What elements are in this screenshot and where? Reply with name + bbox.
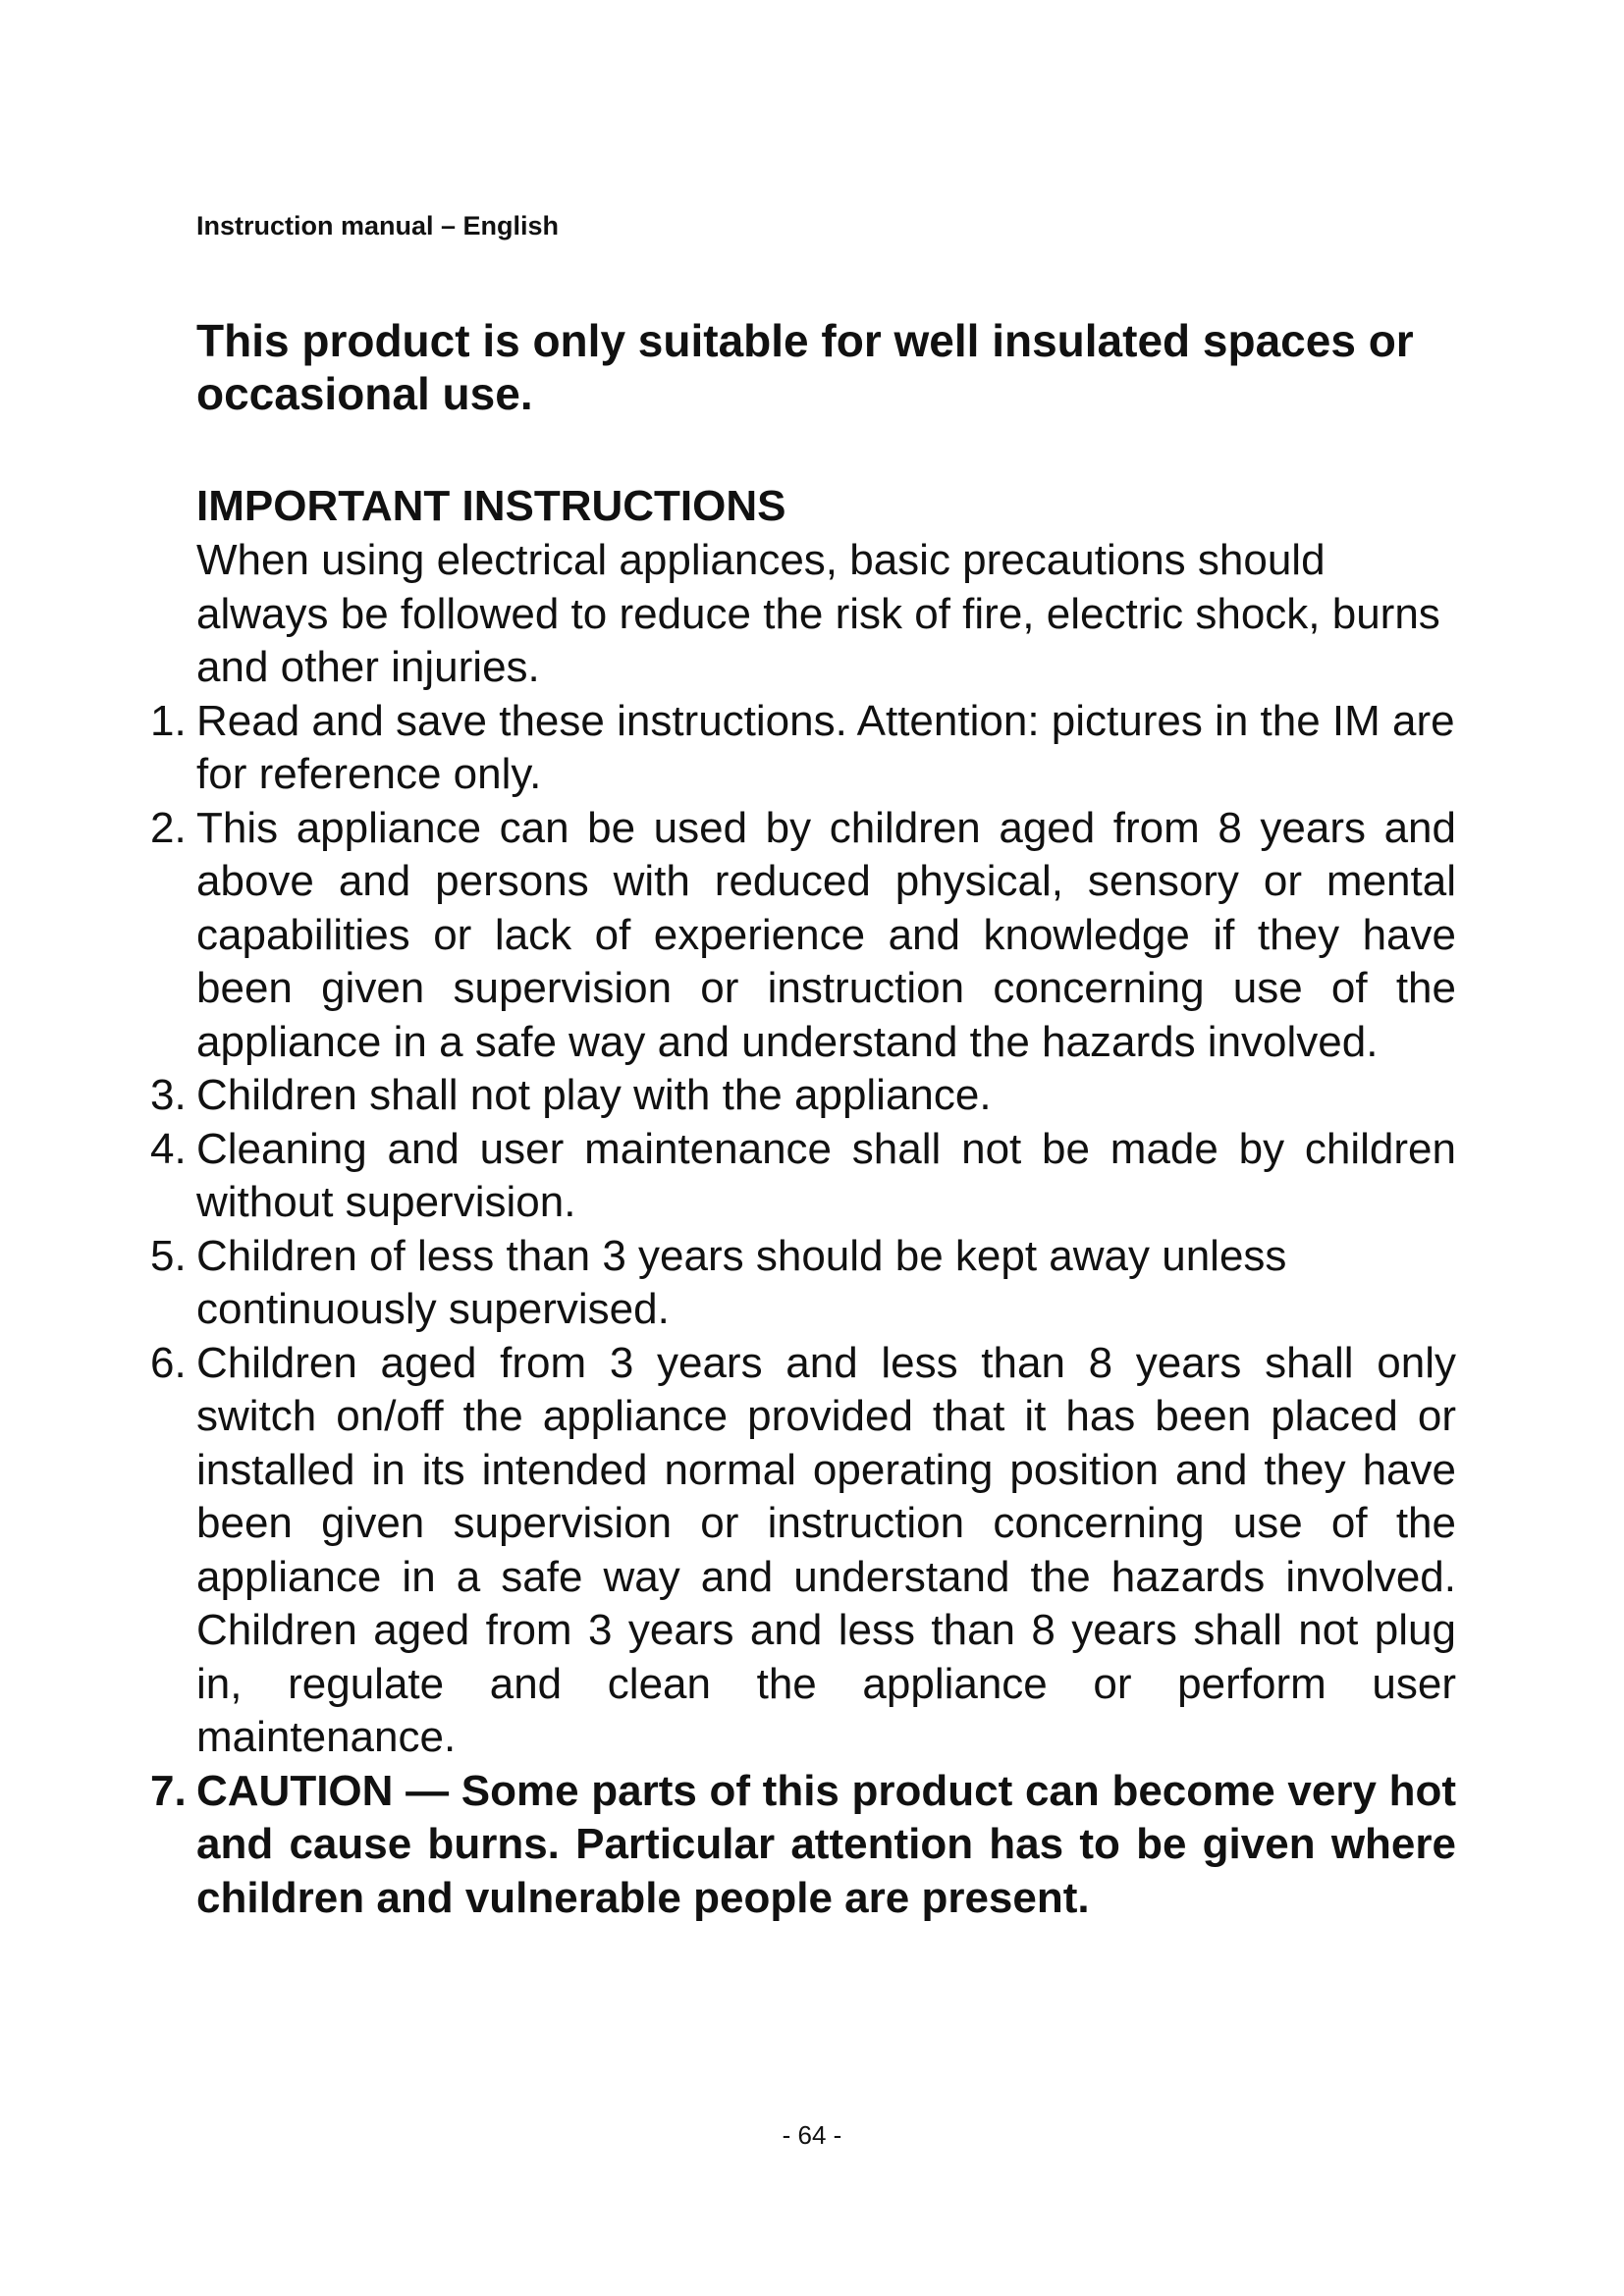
instruction-item-7-caution xyxy=(150,1765,1456,1926)
instruction-text: Children aged from 3 years and less than 8 years shall only switch on/off the appliance provided that it has been placed or installed in its intended normal operating position and they have been given supervision or instruction concerning use of the appliance in a safe way and understand the hazards involved. Children aged from 3 years and less than 8 years shall not plug in, regulate and clean the appliance or perform user maintenance. xyxy=(196,1338,1456,1761)
instruction-number: 7. xyxy=(150,1766,187,1815)
instruction-item-2 xyxy=(150,802,1456,1070)
instruction-item-3 xyxy=(150,1069,1456,1123)
instruction-text: Children of less than 3 years should be kept away unless continuously supervised. xyxy=(196,1231,1287,1333)
instructions-list xyxy=(150,695,1456,1926)
suitability-notice: This product is only suitable for well insulated spaces or occasional use. xyxy=(196,315,1414,419)
instruction-item-4 xyxy=(150,1123,1456,1230)
instruction-text: Read and save these instructions. Attention: pictures in the IM are for reference only. xyxy=(196,696,1455,798)
instruction-text: Children shall not play with the appliance. xyxy=(196,1071,992,1119)
page-number: - 64 - xyxy=(782,2120,842,2150)
instruction-number: 6. xyxy=(150,1338,187,1387)
instruction-text: CAUTION — Some parts of this product can become very hot and cause burns. Particular attention has to be given where children and vulnerable people are present. xyxy=(196,1766,1456,1922)
instruction-text: Cleaning and user maintenance shall not be made by children without supervision. xyxy=(196,1124,1456,1226)
instruction-number: 1. xyxy=(150,696,187,745)
manual-language-label: Instruction manual – English xyxy=(196,211,560,240)
instruction-item-1 xyxy=(150,695,1456,802)
instruction-number: 4. xyxy=(150,1124,187,1173)
instruction-number: 2. xyxy=(150,803,187,852)
section-title: IMPORTANT INSTRUCTIONS xyxy=(196,482,786,530)
section-intro: When using electrical appliances, basic precautions should always be followed to reduce the risk of fire, electric shock, burns and other injuries. xyxy=(196,536,1440,691)
instruction-item-6 xyxy=(150,1337,1456,1765)
instruction-text: This appliance can be used by children aged from 8 years and above and persons with reduced physical, sensory or mental capabilities or lack of experience and knowledge if they have been given supervision or instruction concerning use of the appliance in a safe way and understand the hazards involved. xyxy=(196,803,1456,1066)
instruction-item-5 xyxy=(150,1230,1456,1337)
important-instructions-section xyxy=(150,479,1492,1925)
instruction-number: 3. xyxy=(150,1071,187,1119)
instruction-number: 5. xyxy=(150,1231,187,1280)
